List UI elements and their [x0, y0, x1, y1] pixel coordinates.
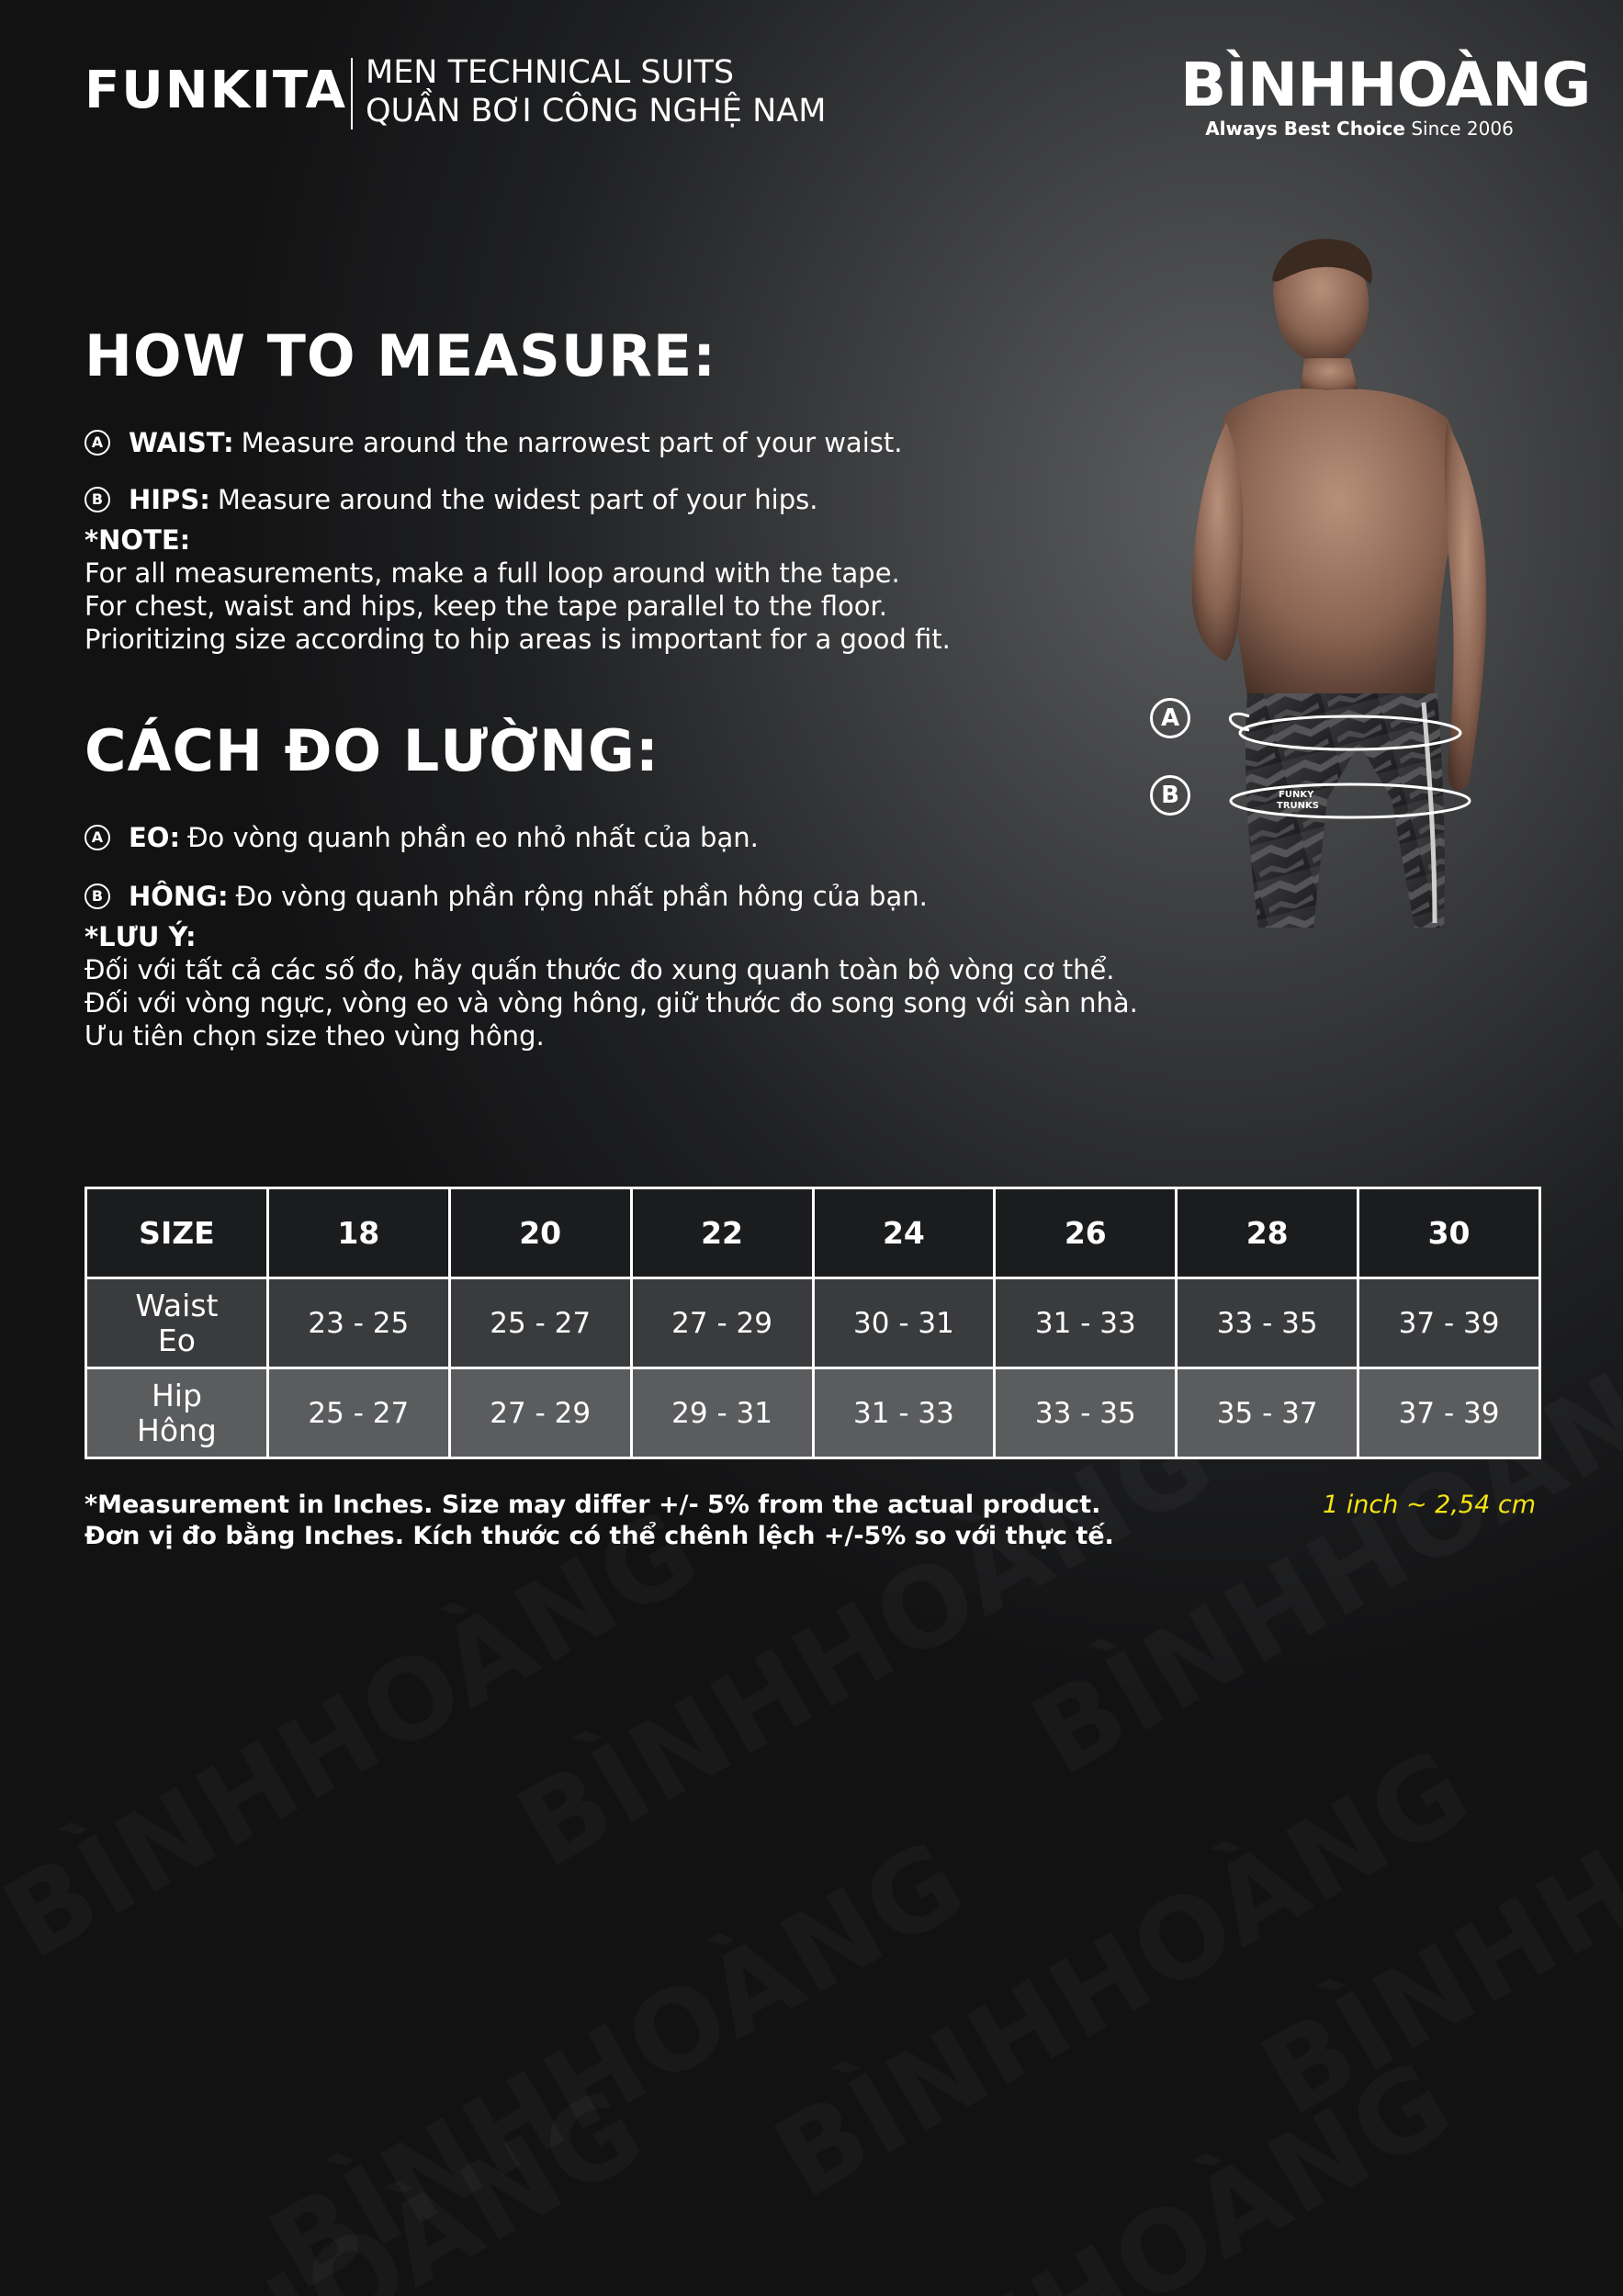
logo-tagline-bold: Always Best Choice	[1205, 118, 1405, 140]
hips-text-en: Measure around the widest part of your hips.	[217, 484, 818, 515]
waist-label-en: Waist	[135, 1287, 219, 1323]
waist-instruction-vi	[85, 819, 1138, 856]
note-line-en: For all measurements, make a full loop around with the tape.	[85, 557, 900, 589]
jammer-print-line1: FUNKY	[1279, 790, 1314, 800]
waist-value-cell: 31 - 33	[995, 1278, 1177, 1368]
watermark-text	[737, 2037, 1473, 2296]
jammer-shape	[1245, 693, 1445, 928]
how-to-measure-en	[85, 323, 951, 656]
watermark-text	[498, 1394, 1234, 1893]
size-cell: 20	[449, 1188, 631, 1278]
watermark-text	[1242, 1642, 1623, 2141]
note-line-vi: Đối với tất cả các số đo, hãy quấn thước đo xung quanh toàn bộ vòng cơ thể.	[85, 954, 1115, 985]
logo-tagline-rest: Since 2006	[1411, 118, 1514, 140]
torso-shape	[1218, 388, 1460, 707]
hip-label-cell	[86, 1368, 268, 1458]
hip-value-cell: 29 - 31	[631, 1368, 813, 1458]
note-line-vi: Đối với vòng ngực, vòng eo và vòng hông, giữ thước đo song song với sàn nhà.	[85, 987, 1138, 1019]
marker-b-icon: B	[1150, 775, 1190, 816]
waist-value-cell: 30 - 31	[813, 1278, 995, 1368]
waist-label-vi: Eo	[157, 1322, 196, 1358]
size-cell: 28	[1177, 1188, 1358, 1278]
footnote-vi: Đơn vị đo bằng Inches. Kích thước có thể chênh lệch +/-5% so với thực tế.	[85, 1522, 1114, 1550]
hip-row	[86, 1368, 1540, 1458]
size-header-cell: SIZE	[86, 1188, 268, 1278]
marker-b-icon: B	[85, 487, 110, 512]
hip-label-vi: Hông	[137, 1412, 217, 1448]
waist-row	[86, 1278, 1540, 1368]
header-title-vi: QUẦN BƠI CÔNG NGHỆ NAM	[366, 93, 827, 129]
watermark-text	[0, 1486, 720, 1985]
hip-value-cell: 33 - 35	[995, 1368, 1177, 1458]
footnote-en: *Measurement in Inches. Size may differ +/- 5% from the actual product.	[85, 1491, 1101, 1519]
hip-value-cell: 27 - 29	[449, 1368, 631, 1458]
page-header	[85, 50, 1591, 154]
hips-text-vi: Đo vòng quanh phần rộng nhất phần hông của bạn.	[235, 881, 928, 912]
hip-label-en: Hip	[151, 1377, 202, 1413]
watermark-text	[0, 2065, 665, 2296]
waist-value-cell: 23 - 25	[267, 1278, 449, 1368]
heading-en: HOW TO MEASURE:	[85, 322, 717, 389]
note-line-en: For chest, waist and hips, keep the tape parallel to the floor.	[85, 591, 887, 622]
marker-b-icon: B	[85, 884, 110, 909]
size-cell: 22	[631, 1188, 813, 1278]
header-title	[366, 53, 826, 130]
logo-tagline	[1180, 118, 1538, 140]
size-cell: 30	[1358, 1188, 1540, 1278]
waist-value-cell: 27 - 29	[631, 1278, 813, 1368]
marker-a-icon: A	[85, 825, 110, 850]
waist-value-cell: 33 - 35	[1177, 1278, 1358, 1368]
waist-text-en: Measure around the narrowest part of your waist.	[241, 427, 903, 458]
hip-value-cell: 31 - 33	[813, 1368, 995, 1458]
note-line-en: Prioritizing size according to hip areas is important for a good fit.	[85, 624, 951, 655]
binhhoang-logo	[1180, 50, 1591, 140]
how-to-measure-vi	[85, 718, 1138, 1052]
waist-value-cell: 25 - 27	[449, 1278, 631, 1368]
waist-text-vi: Đo vòng quanh phần eo nhỏ nhất của bạn.	[187, 822, 759, 853]
hip-value-cell: 35 - 37	[1177, 1368, 1358, 1458]
marker-a-icon: A	[1150, 698, 1190, 738]
table-header-row	[86, 1188, 1540, 1278]
size-cell: 18	[267, 1188, 449, 1278]
size-chart-table	[85, 1187, 1541, 1459]
hip-value-cell: 37 - 39	[1358, 1368, 1540, 1458]
measurement-footnote	[85, 1490, 1114, 1552]
size-cell: 24	[813, 1188, 995, 1278]
logo-wordmark: BÌNHHOÀNG	[1180, 50, 1591, 120]
watermark-text	[250, 1817, 986, 2296]
note-title-vi: *LƯU Ý:	[85, 921, 197, 952]
waist-value-cell: 37 - 39	[1358, 1278, 1540, 1368]
right-arm-shape	[1445, 422, 1486, 791]
note-title-en: *NOTE:	[85, 524, 191, 556]
inch-conversion-note: 1 inch ~ 2,54 cm	[1323, 1491, 1536, 1519]
waist-instruction-en	[85, 424, 951, 461]
marker-a-icon: A	[85, 430, 110, 456]
brand-funkita: FUNKITA	[85, 61, 348, 120]
hips-instruction-vi	[85, 878, 1138, 915]
waist-label-cell	[86, 1278, 268, 1368]
left-arm-shape	[1192, 422, 1244, 661]
waist-label-en: WAIST:	[129, 427, 234, 458]
watermark-text	[755, 1725, 1492, 2223]
size-cell: 26	[995, 1188, 1177, 1278]
hips-label-vi: HÔNG:	[129, 881, 229, 912]
jammer-print-line2: TRUNKS	[1277, 801, 1319, 811]
hips-instruction-en	[85, 481, 951, 518]
waist-label-vi: EO:	[129, 822, 181, 853]
hip-value-cell: 25 - 27	[267, 1368, 449, 1458]
model-figure	[1139, 230, 1543, 1102]
note-line-vi: Ưu tiên chọn size theo vùng hông.	[85, 1020, 545, 1052]
hips-label-en: HIPS:	[129, 484, 210, 515]
header-divider	[351, 58, 353, 129]
header-title-en: MEN TECHNICAL SUITS	[366, 54, 735, 91]
heading-vi: CÁCH ĐO LƯỜNG:	[85, 717, 659, 784]
swimmer-illustration	[1139, 230, 1543, 1102]
